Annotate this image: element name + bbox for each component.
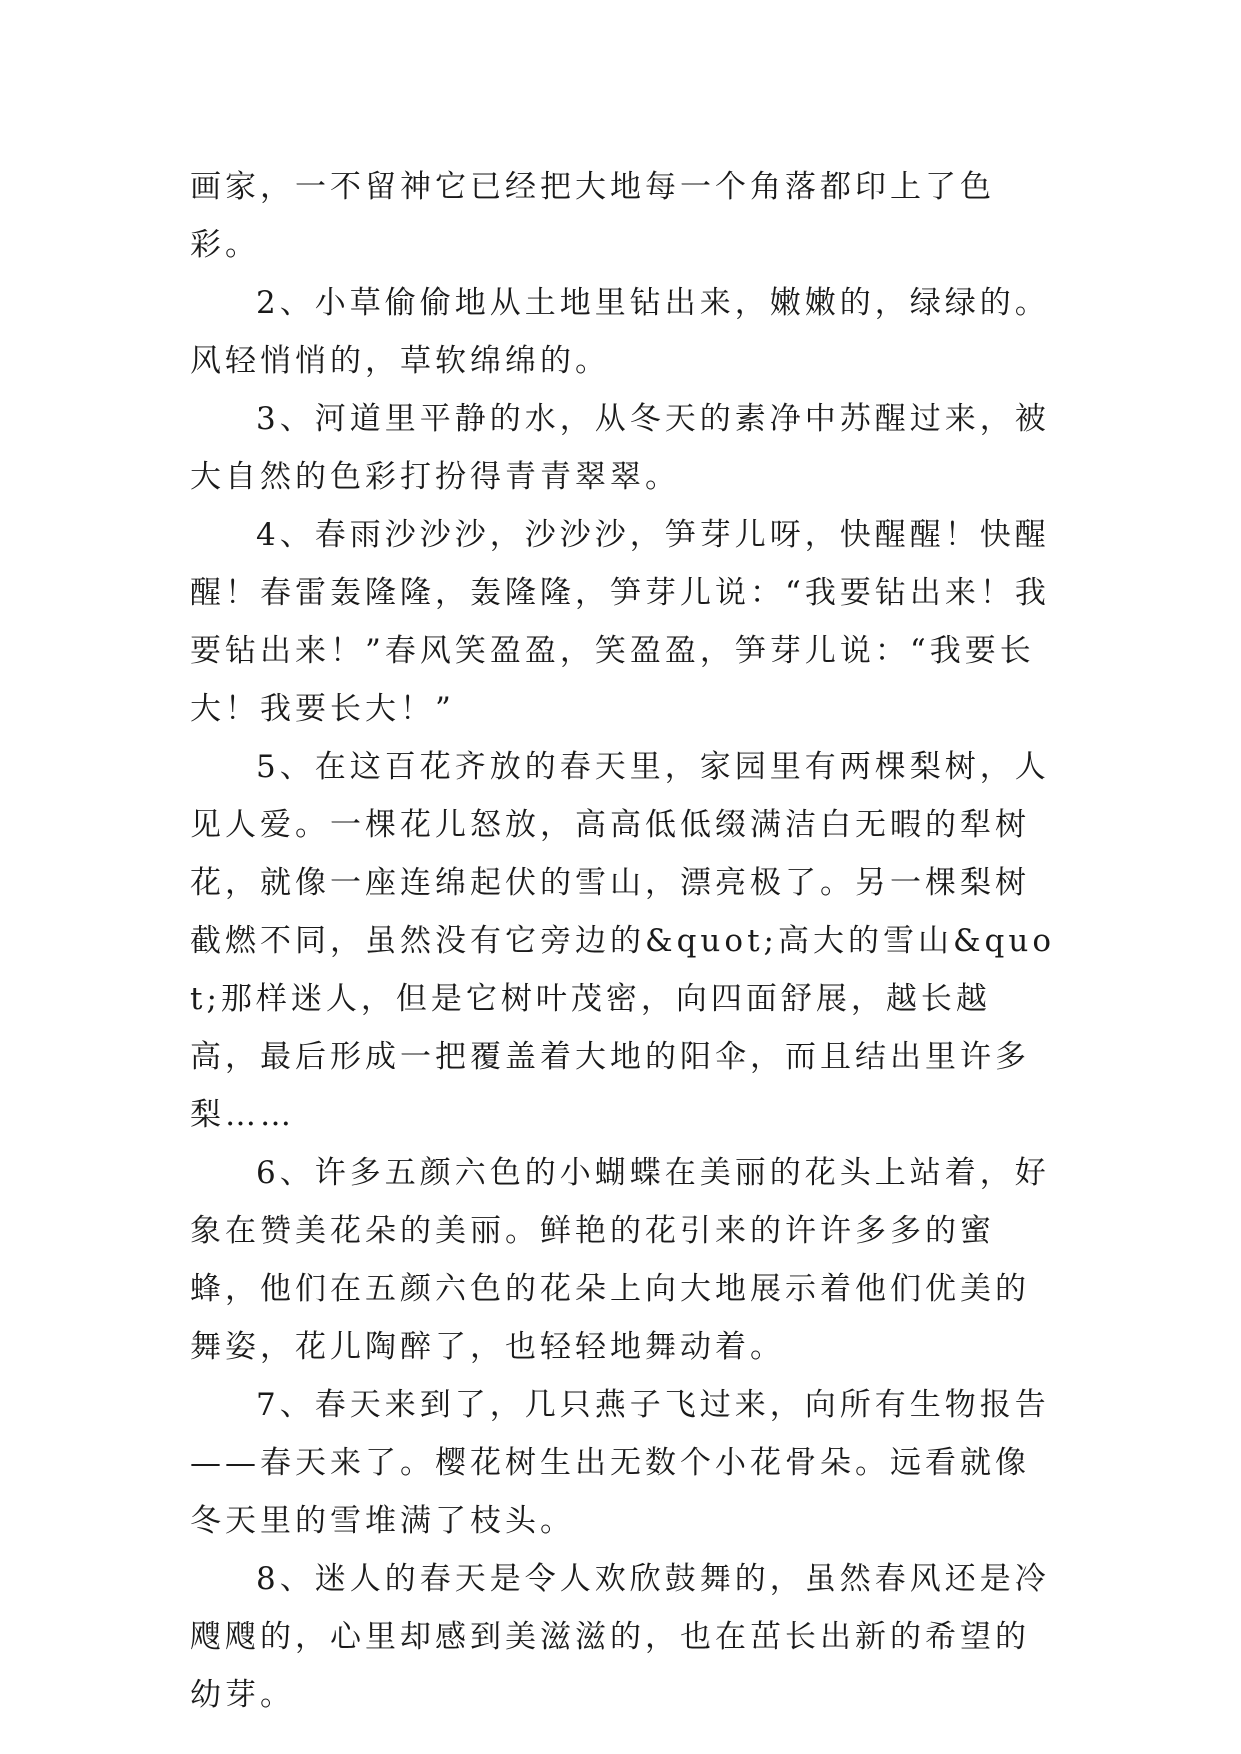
paragraph-7: 7、春天来到了，几只燕子飞过来，向所有生物报告——春天来了。樱花树生出无数个小花骨朵。远看就像冬天里的雪堆满了枝头。 xyxy=(190,1387,1050,1539)
paragraph-4: 4、春雨沙沙沙，沙沙沙，笋芽儿呀，快醒醒！快醒醒！春雷轰隆隆，轰隆隆，笋芽儿说：“我要钻出来！我要钻出来！”春风笑盈盈，笑盈盈，笋芽儿说：“我要长大！我要长大！” xyxy=(190,517,1050,727)
paragraph-8: 8、迷人的春天是令人欢欣鼓舞的，虽然春风还是冷飕飕的，心里却感到美滋滋的，也在茁长出新的希望的幼芽。 xyxy=(190,1561,1050,1713)
document-body xyxy=(190,158,1060,1724)
paragraph-2: 2、小草偷偷地从土地里钻出来，嫩嫩的，绿绿的。风轻悄悄的，草软绵绵的。 xyxy=(190,285,1050,379)
paragraph-5: 5、在这百花齐放的春天里，家园里有两棵梨树，人见人爱。一棵花儿怒放，高高低低缀满洁白无暇的犁树花，就像一座连绵起伏的雪山，漂亮极了。另一棵梨树截燃不同，虽然没有它旁边的&quot;高大的雪山&quot;那样迷人，但是它树叶茂密，向四面舒展，越长越高，最后形成一把覆盖着大地的阳伞，而且结出里许多梨…… xyxy=(190,749,1056,1133)
paragraph-3: 3、河道里平静的水，从冬天的素净中苏醒过来，被大自然的色彩打扮得青青翠翠。 xyxy=(190,401,1050,495)
paragraph-6: 6、许多五颜六色的小蝴蝶在美丽的花头上站着，好象在赞美花朵的美丽。鲜艳的花引来的许许多多的蜜蜂，他们在五颜六色的花朵上向大地展示着他们优美的舞姿，花儿陶醉了，也轻轻地舞动着。 xyxy=(190,1155,1050,1365)
paragraph-continuation: 画家，一不留神它已经把大地每一个角落都印上了色彩。 xyxy=(190,169,995,263)
